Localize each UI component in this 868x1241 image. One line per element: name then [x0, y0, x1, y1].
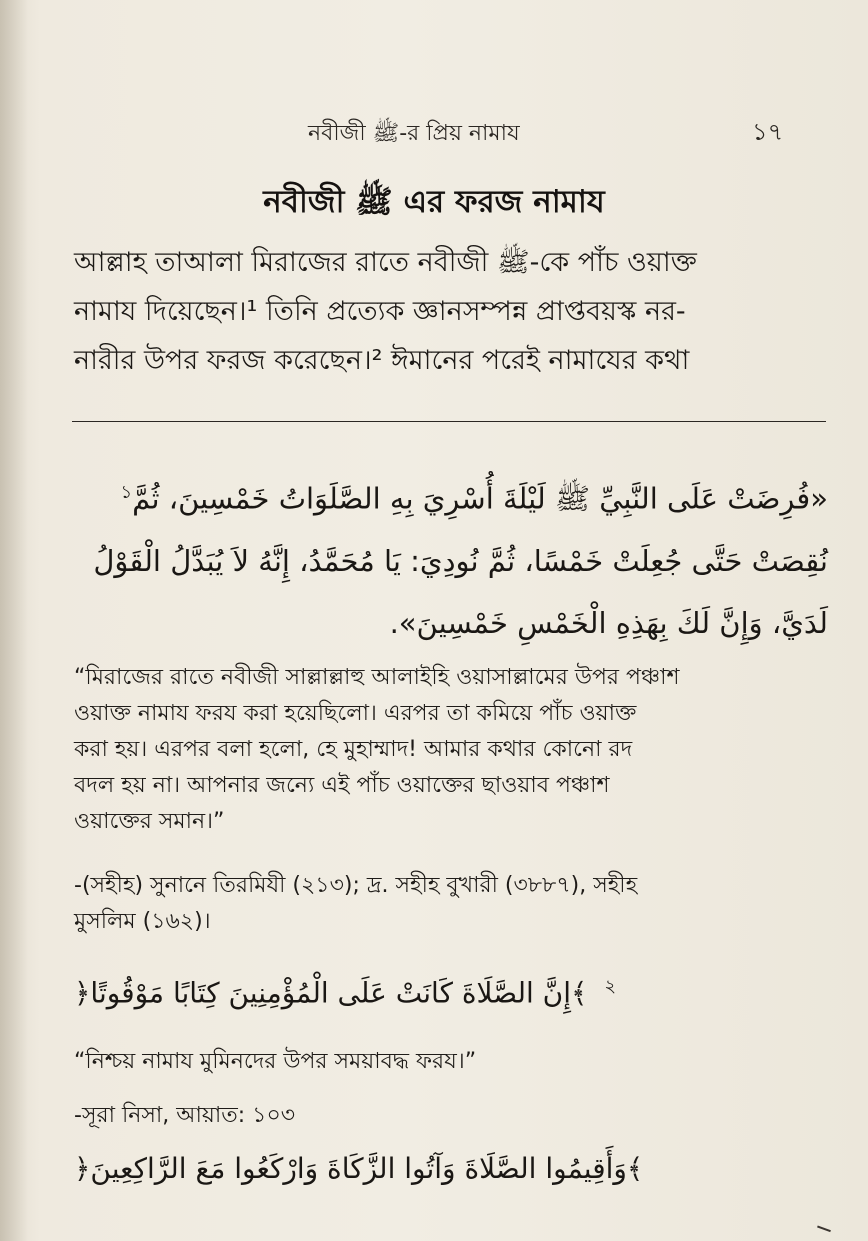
arabic-line: [72, 462, 828, 530]
source-line: মুসলিম (১৬২)।: [74, 909, 211, 934]
footnote-1-source: [74, 868, 824, 940]
page-corner-mark: [817, 1220, 833, 1232]
body-line: আল্লাহ তাআলা মিরাজের রাতে নবীজী ﷺ-কে পাঁচ ওয়াক্ত: [74, 247, 697, 278]
page-number: ১৭: [752, 118, 784, 146]
source-line: -(সহীহ) সুনানে তিরমিযী (২১৩); দ্র. সহীহ বুখারী (৩৮৮৭), সহীহ: [74, 873, 638, 898]
footnote-2-translation: [74, 1044, 824, 1080]
footnote-verse-next: [74, 1152, 824, 1185]
footnote-1-number: ১: [120, 482, 133, 503]
arabic-line: نُقِصَتْ حَتَّى جُعِلَتْ خَمْسًا، ثُمَّ نُودِيَ: يَا مُحَمَّدُ، إِنَّهُ لاَ يُبَدَّلُ الْقَوْلُ: [93, 543, 828, 578]
running-header: নবীজী ﷺ-র প্রিয় নামায: [308, 121, 520, 146]
footnote-1-arabic-text: «فُرِضَتْ عَلَى النَّبِيِّ ﷺ لَيْلَةَ أُسْرِيَ بِهِ الصَّلَوَاتُ خَمْسِينَ، ثُمَّ: [132, 481, 828, 516]
translation-line: ওয়াক্তের সমান।”: [74, 809, 225, 834]
footnote-2-arabic: [74, 972, 824, 1009]
verse-next-text: ﴿وَأَقِيمُوا الصَّلَاةَ وَآتُوا الزَّكَاةَ وَارْكَعُوا مَعَ الرَّاكِعِينَ﴾: [74, 1152, 644, 1185]
translation-line: ওয়াক্ত নামায ফরয করা হয়েছিলো। এরপর তা কমিয়ে পাঁচ ওয়াক্ত: [74, 701, 637, 726]
body-paragraph: [74, 238, 824, 385]
footnote-2-verse: ﴿إِنَّ الصَّلَاةَ كَانَتْ عَلَى الْمُؤْمِنِينَ كِتَابًا مَوْقُوتًا﴾: [74, 976, 588, 1010]
translation-line: “নিশ্চয় নামায মুমিনদের উপর সময়াবদ্ধ ফরয।”: [74, 1049, 477, 1074]
body-line: নামায দিয়েছেন।¹ তিনি প্রত্যেক জ্ঞানসম্পন্ন প্রাপ্তবয়স্ক নর-: [74, 296, 686, 327]
footnote-separator: [72, 421, 826, 422]
footnote-1-arabic: [72, 462, 828, 654]
translation-line: বদল হয় না। আপনার জন্যে এই পাঁচ ওয়াক্তের ছাওয়াব পঞ্চাশ: [74, 773, 610, 798]
translation-line: “মিরাজের রাতে নবীজী সাল্লাল্লাহু আলাইহি ওয়াসাল্লামের উপর পঞ্চাশ: [74, 665, 680, 690]
footnote-2-source: [74, 1098, 824, 1134]
body-line: নারীর উপর ফরজ করেছেন।² ঈমানের পরেই নামাযের কথা: [74, 345, 690, 376]
source-line: -সূরা নিসা, আয়াত: ১০৩: [74, 1103, 296, 1128]
translation-line: করা হয়। এরপর বলা হলো, হে মুহাম্মাদ! আমার কথার কোনো রদ: [74, 737, 633, 762]
footnote-2-number: ২: [604, 976, 617, 997]
footnote-1-translation: [74, 660, 824, 840]
arabic-line: لَدَيَّ، وَإِنَّ لَكَ بِهَذِهِ الْخَمْسِ خَمْسِينَ».: [389, 605, 828, 640]
chapter-title: নবীজী ﷺ এর ফরজ নামায: [263, 184, 605, 220]
